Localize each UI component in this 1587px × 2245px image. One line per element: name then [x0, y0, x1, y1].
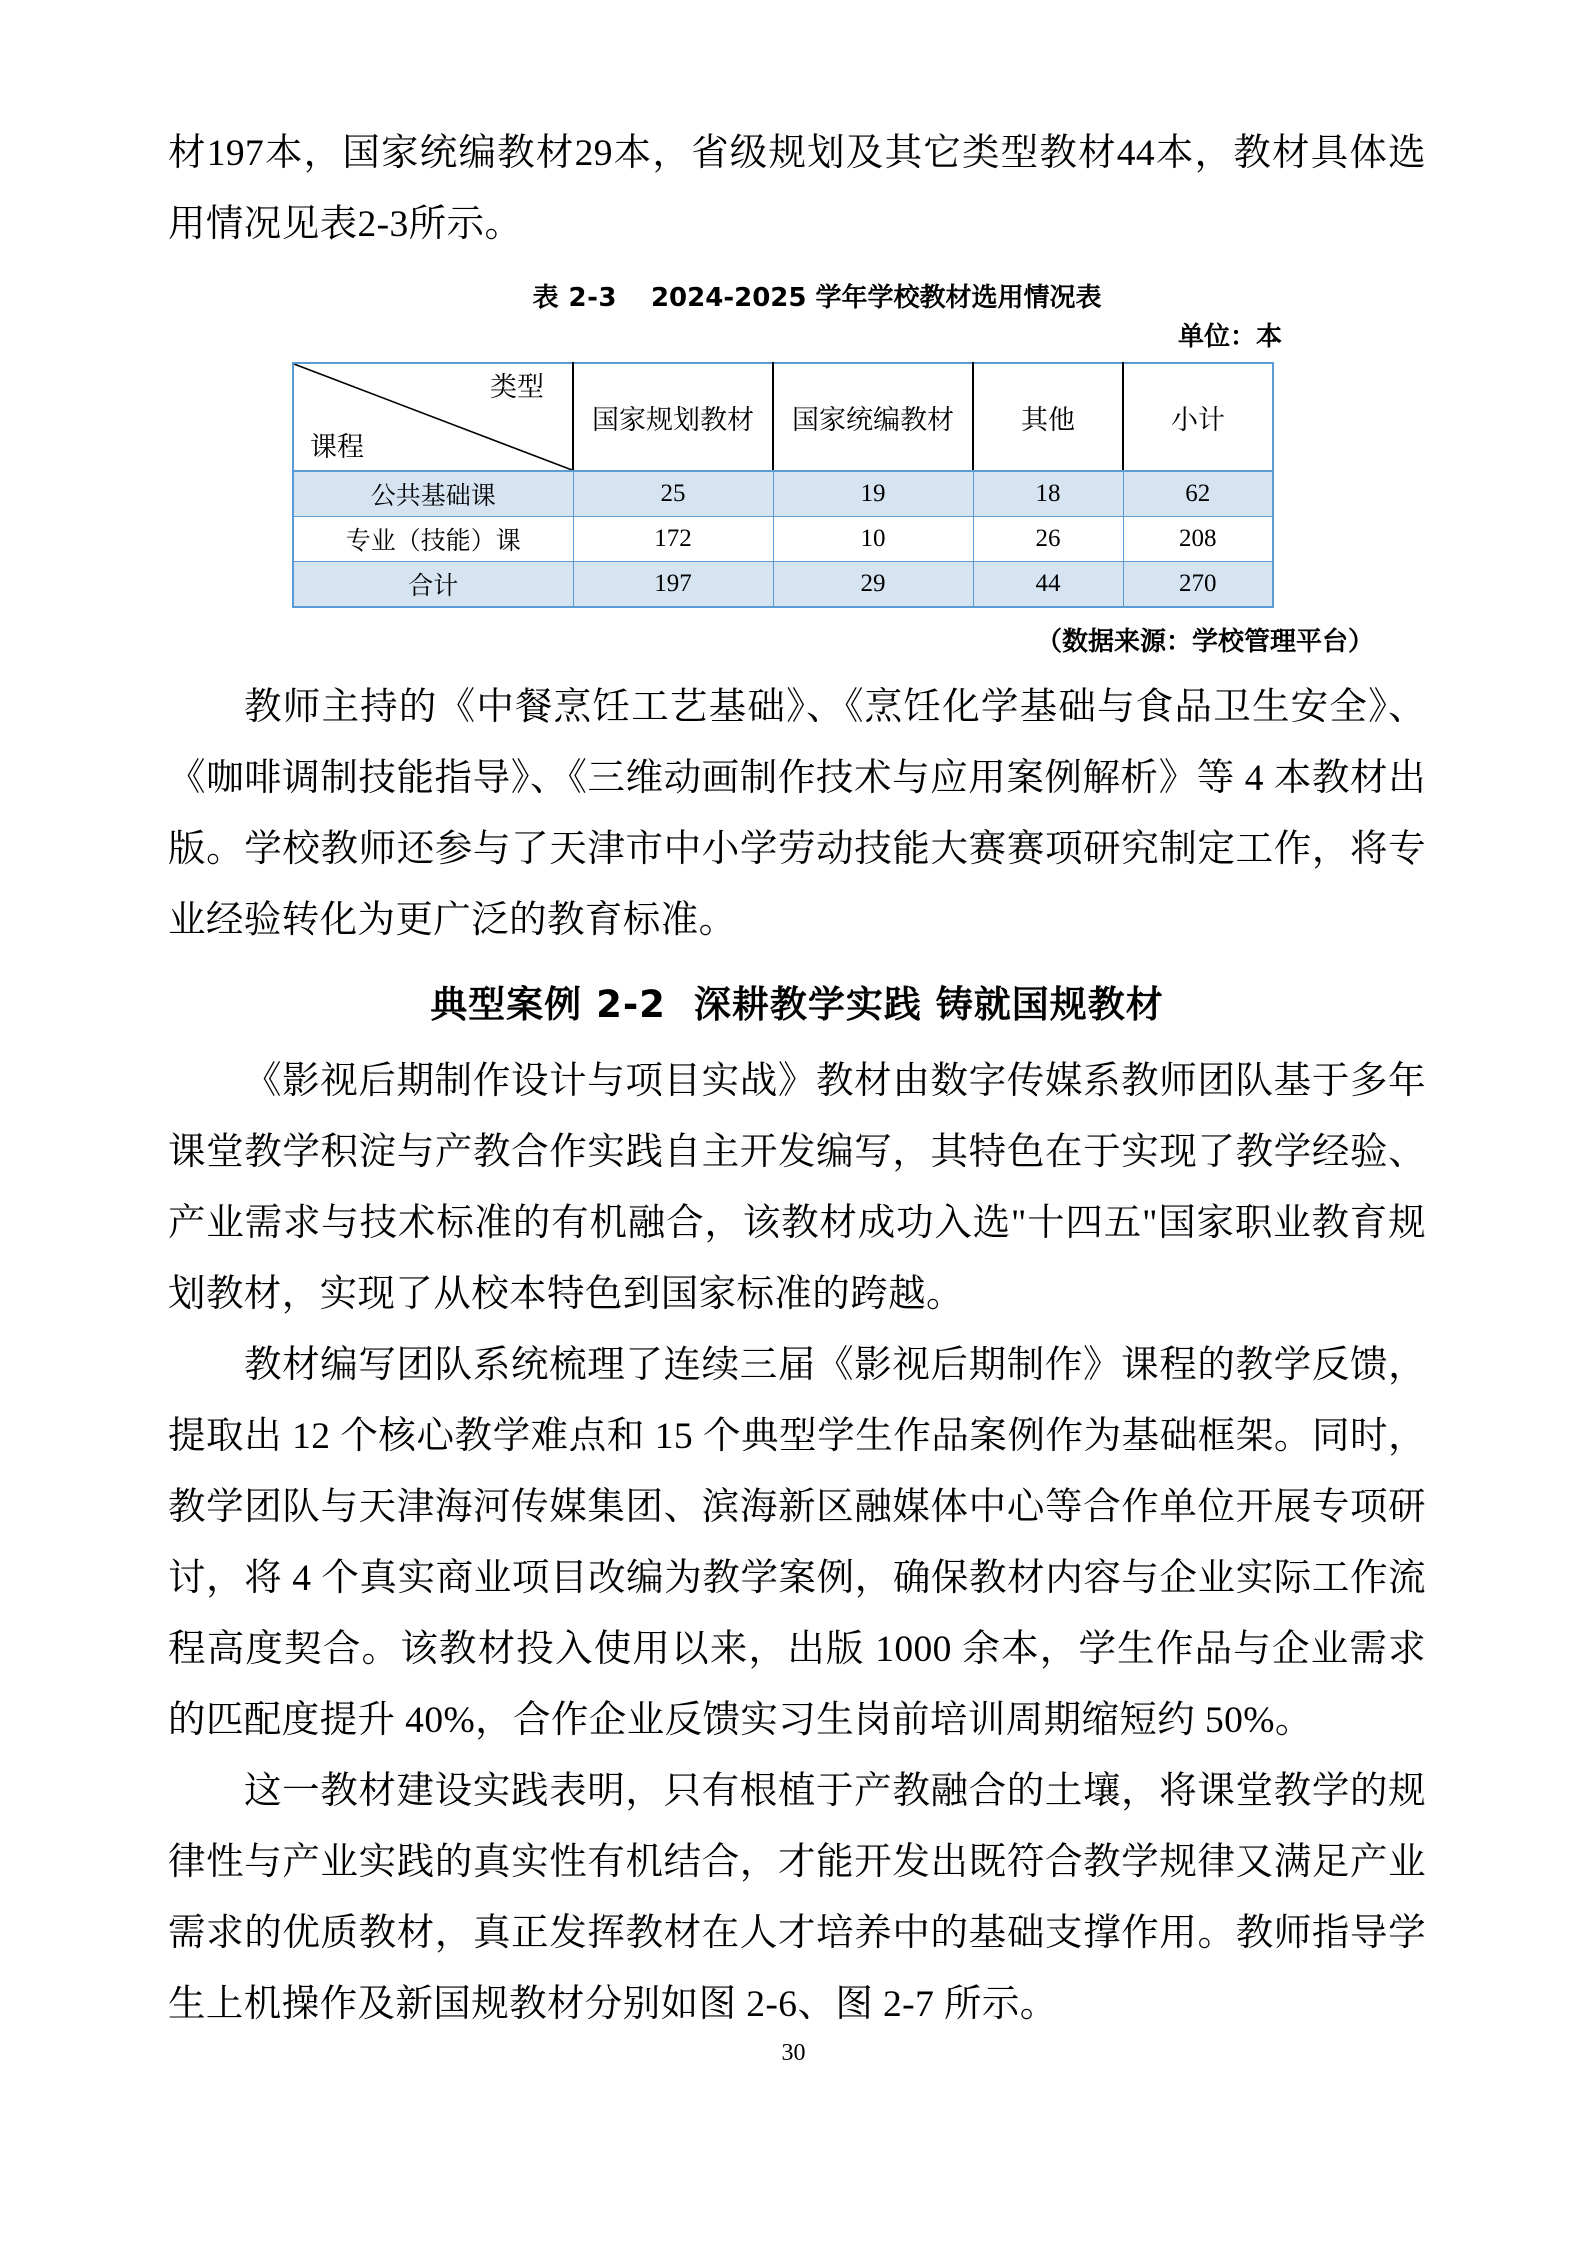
diagonal-header — [294, 364, 572, 470]
textbook-selection-table — [292, 362, 1274, 608]
case-paragraph-3: 这一教材建设实践表明，只有根植于产教融合的土壤，将课堂教学的规律性与产业实践的真实性有机结合，才能开发出既符合教学规律又满足产业需求的优质教材，真正发挥教材在人才培养中的基础支撑作用。教师指导学生上机操作及新国规教材分别如图 2-6、图 2-7 所示。 — [168, 1771, 1426, 2025]
page-number: 30 — [781, 2040, 806, 2066]
cell-0-3: 62 — [1123, 471, 1273, 517]
cell-2-1: 29 — [773, 562, 973, 608]
spacer — [168, 662, 1426, 672]
row-label-1: 专业（技能）课 — [293, 517, 573, 562]
cell-1-2: 26 — [973, 517, 1123, 562]
table-caption-label: 表 2-3 — [532, 283, 617, 313]
cell-1-1: 10 — [773, 517, 973, 562]
col-header-2: 其他 — [973, 363, 1123, 471]
case-paragraph-1: 《影视后期制作设计与项目实战》教材由数字传媒系教师团队基于多年课堂教学积淀与产教合作实践自主开发编写，其特色在于实现了教学经验、产业需求与技术标准的有机融合，该教材成功入选"十四五"国家职业教育规划教材，实现了从校本特色到国家标准的跨越。 — [168, 1061, 1426, 1315]
table-source-note: （数据来源：学校管理平台） — [1035, 627, 1374, 656]
row-label-0: 公共基础课 — [293, 471, 573, 517]
table-row — [293, 471, 1273, 517]
col-header-3: 小计 — [1123, 363, 1273, 471]
spacer — [168, 260, 1426, 278]
table-row — [293, 562, 1273, 608]
after-table-paragraph: 教师主持的《中餐烹饪工艺基础》、《烹饪化学基础与食品卫生安全》、《咖啡调制技能指导》、《三维动画制作技术与应用案例解析》等 4 本教材出版。学校教师还参与了天津市中小学劳动技能大赛赛项研究制定工作，将专业经验转化为更广泛的教育标准。 — [168, 687, 1426, 941]
cell-0-0: 25 — [573, 471, 773, 517]
corner-course-label: 课程 — [310, 432, 364, 462]
table-corner-cell — [293, 363, 573, 471]
table-caption-title: 2024-2025 学年学校教材选用情况表 — [650, 283, 1102, 313]
case-heading-label: 典型案例 2-2 — [430, 983, 666, 1026]
page-content — [168, 118, 1426, 2040]
cell-0-2: 18 — [973, 471, 1123, 517]
cell-2-2: 44 — [973, 562, 1123, 608]
col-header-1: 国家统编教材 — [773, 363, 973, 471]
row-label-2: 合计 — [293, 562, 573, 608]
cell-2-3: 270 — [1123, 562, 1273, 608]
table-container — [292, 362, 1272, 608]
table-unit-label: 单位：本 — [1177, 322, 1282, 352]
case-study-heading — [168, 970, 1426, 1040]
cell-1-0: 172 — [573, 517, 773, 562]
case-heading-title: 深耕教学实践 铸就国规教材 — [693, 983, 1164, 1026]
table-row — [293, 517, 1273, 562]
cell-2-0: 197 — [573, 562, 773, 608]
table-caption — [168, 278, 1426, 318]
table-header-row — [293, 363, 1273, 471]
intro-paragraph: 材197本，国家统编教材29本，省级规划及其它类型教材44本，教材具体选用情况见表2-3所示。 — [168, 133, 1426, 245]
col-header-0: 国家规划教材 — [573, 363, 773, 471]
cell-0-1: 19 — [773, 471, 973, 517]
cell-1-3: 208 — [1123, 517, 1273, 562]
corner-type-label: 类型 — [490, 372, 544, 402]
case-paragraph-2: 教材编写团队系统梳理了连续三届《影视后期制作》课程的教学反馈，提取出 12 个核心教学难点和 15 个典型学生作品案例作为基础框架。同时，教学团队与天津海河传媒集团、滨海新区融媒体中心等合作单位开展专项研讨，将 4 个真实商业项目改编为教学案例，确保教材内容与企业实际工作流程高度契合。该教材投入使用以来，出版 1000 余本，学生作品与企业需求的匹配度提升 40%，合作企业反馈实习生岗前培训周期缩短约 50%。 — [168, 1345, 1426, 1741]
